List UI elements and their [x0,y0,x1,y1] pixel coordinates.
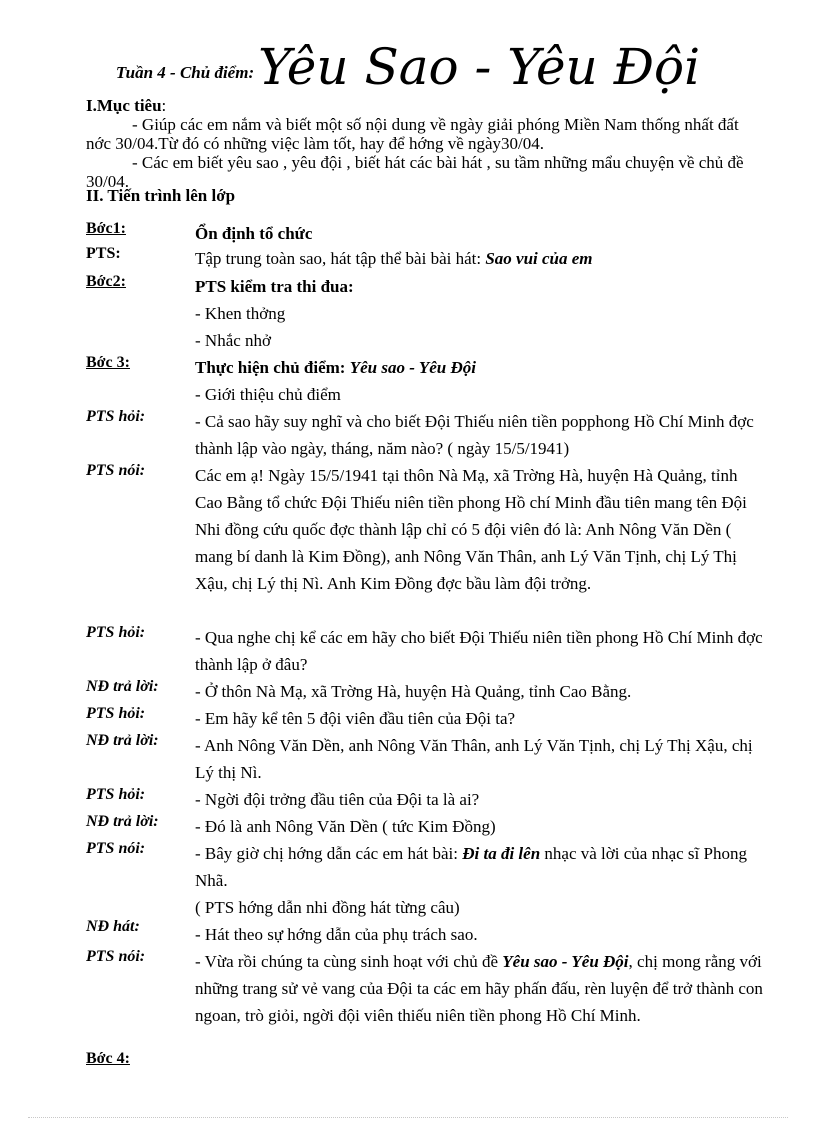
row-text: PTS kiểm tra thi đua: [195,277,354,296]
row-text: - Ngời đội trởng đầu tiên của Đội ta là ai? [195,790,480,809]
row-text-main: - Vừa rồi chúng ta cùng sinh hoạt với chủ đề [195,952,503,971]
row-text-after: nhạc và lời của nhạc sĩ Phong Nhã. [195,844,747,890]
row-label: PTS hỏi: [86,705,146,722]
objectives-colon: : [161,96,167,115]
row-text [195,245,767,272]
row-label: PTS: [86,245,121,262]
row-text [195,354,767,381]
row-label: PTS nói: [86,462,146,479]
row-label: Bớc 3: [86,354,130,371]
row-text: - Ở thôn Nà Mạ, xã Trờng Hà, huyện Hà Quảng, tỉnh Cao Bằng. [195,682,632,701]
row-text: - Giới thiệu chủ điểm [195,385,341,404]
row-label: NĐ trả lời: [86,732,159,749]
row-text: ( PTS hớng dẫn nhi đồng hát từng câu) [195,898,460,917]
document-title [0,38,816,96]
row-label: PTS hỏi: [86,624,146,641]
row-text [195,840,767,894]
row-label: PTS nói: [86,840,146,857]
row-text: - Cả sao hãy suy nghĩ và cho biết Đội Thiếu niên tiền popphong Hồ Chí Minh đợc thành lập vào ngày, tháng, năm nào? ( ngày 15/5/1941) [195,412,754,458]
title-main: Yêu Sao - Yêu Đội [258,38,701,96]
objectives-heading: I.Mục tiêu [86,96,162,115]
objective-1: - Giúp các em nắm và biết một số nội dung về ngày giải phóng Miền Nam thống nhất đất nớc 30/04.Từ đó có những việc làm tốt, hay để hớng về ngày30/04. [86,115,739,153]
row-text: - Anh Nông Văn Dền, anh Nông Văn Thân, anh Lý Văn Tịnh, chị Lý Thị Xậu, chị Lý thị Nì. [195,736,753,782]
section-heading: II. Tiến trình lên lớp [86,186,236,205]
row-text-main: - Bây giờ chị hớng dẫn các em hát bài: [195,844,463,863]
row-text-main: Tập trung toàn sao, hát tập thể bài bài hát: [195,249,486,268]
row-text [195,948,767,1029]
title-prefix: Tuần 4 - Chủ điểm: [115,63,255,82]
song-title: Sao vui của em [485,249,593,268]
row-text: Ổn định tổ chức [195,224,313,243]
song-title: Đi ta đi lên [462,844,541,863]
objective-2: - Các em biết yêu sao , yêu đội , biết hát các bài hát , su tầm những mẩu chuyện về chủ đề 30/04. [86,153,744,191]
row-text: - Đó là anh Nông Văn Dền ( tức Kim Đồng) [195,817,496,836]
row-text: - Em hãy kể tên 5 đội viên đầu tiên của Đội ta? [195,709,516,728]
row-label: NĐ trả lời: [86,813,159,830]
row-text: - Nhắc nhở [195,331,272,350]
row-label: Bớc 4: [86,1050,130,1067]
theme-name: Yêu sao - Yêu Đội [502,952,629,971]
row-label: PTS nói: [86,948,146,965]
row-label: Bớc1: [86,220,126,237]
row-label: Bớc2: [86,273,126,290]
row-label: PTS hỏi: [86,786,146,803]
row-text: Các em ạ! Ngày 15/5/1941 tại thôn Nà Mạ, xã Trờng Hà, huyện Hà Quảng, tỉnh Cao Bằng tổ chức Đội Thiếu niên tiền phong Hồ chí Minh đầu tiên mang tên Đội Nhi đồng cứu quốc đợc thành lập chỉ có 5 đội viên đó là: Anh Nông Văn Dền ( mang bí danh là Kim Đồng), anh Nông Văn Thân, anh Lý Văn Tịnh, chị Lý Thị Xậu, chị Lý thị Nì. Anh Kim Đồng đợc bầu làm đội trởng. [195,466,747,593]
row-text-main: Thực hiện chủ điểm: [195,358,350,377]
row-text: - Hát theo sự hớng dẫn của phụ trách sao. [195,925,478,944]
row-text-after: , chị mong rằng với những trang sử vẻ vang của Đội ta các em hãy phấn đấu, rèn luyện để trở thành con ngoan, trò giỏi, ngời đội viên thiếu niên tiền phong Hồ Chí Minh. [195,952,763,1025]
row-label: PTS hỏi: [86,408,146,425]
row-text: - Khen thởng [195,304,286,323]
theme-name: Yêu sao - Yêu Đội [349,358,476,377]
row-label: NĐ hát: [86,918,140,935]
row-label: NĐ trả lời: [86,678,159,695]
page-bottom-divider [28,1117,788,1118]
row-text: - Qua nghe chị kể các em hãy cho biết Đội Thiếu niên tiền phong Hồ Chí Minh đợc thành lập ở đâu? [195,628,763,674]
objectives-section [86,96,766,191]
